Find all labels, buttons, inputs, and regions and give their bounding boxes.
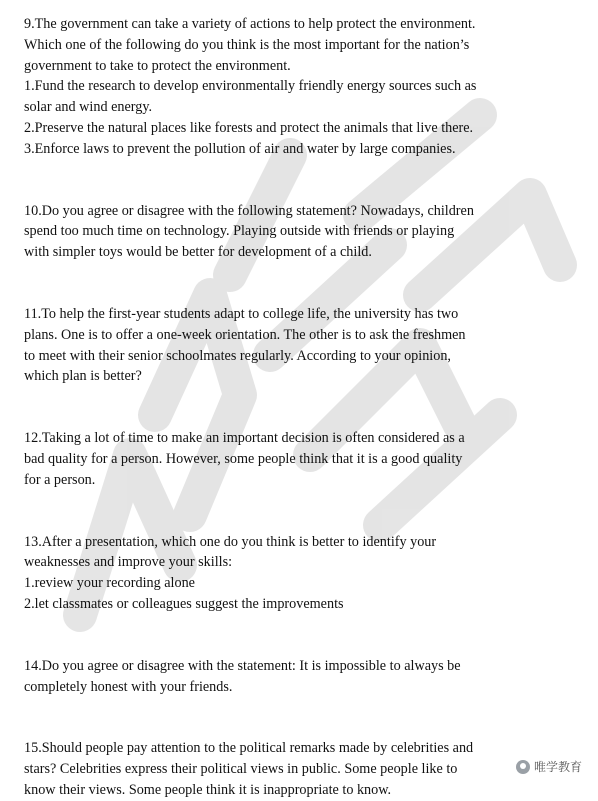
question-line: 9.The government can take a variety of actions to help protect the environment. — [24, 16, 476, 32]
question-line: solar and wind energy. — [24, 99, 153, 116]
question-line: bad quality for a person. However, some people think that it is a good quality — [24, 450, 463, 467]
question-line: 13.After a presentation, which one do you think is better to identify your — [24, 533, 437, 550]
question-line: stars? Celebrities express their political views in public. Some people like to — [24, 761, 458, 778]
paragraph-gap — [24, 491, 580, 532]
document-page — [24, 14, 580, 801]
question-line: 10.Do you agree or disagree with the following statement? Nowadays, children — [24, 202, 474, 219]
source-label: 唯学教育 — [533, 760, 582, 774]
paragraph-gap — [24, 387, 580, 428]
question-line: plans. One is to offer a one-week orientation. The other is to ask the freshmen — [24, 326, 466, 343]
question-line: weaknesses and improve your skills: — [24, 554, 233, 571]
question-line: spend too much time on technology. Playing outside with friends or playing — [24, 223, 455, 240]
question-line: with simpler toys would be better for development of a child. — [24, 244, 372, 261]
question-line: 11.To help the first-year students adapt to college life, the university has two — [24, 305, 459, 322]
paragraph-gap — [24, 697, 580, 738]
source-badge — [514, 758, 584, 775]
wechat-icon — [516, 760, 530, 774]
question-line: government to take to protect the environment. — [24, 57, 291, 74]
question-line: which plan is better? — [24, 368, 142, 385]
question-block — [24, 428, 580, 490]
paragraph-gap — [24, 160, 580, 201]
question-line: for a person. — [24, 471, 96, 488]
question-block — [24, 738, 580, 800]
question-line: to meet with their senior schoolmates regularly. According to your opinion, — [24, 347, 451, 364]
question-line: completely honest with your friends. — [24, 678, 233, 695]
question-line: 12.Taking a lot of time to make an important decision is often considered as a — [24, 430, 465, 447]
question-block — [24, 656, 580, 698]
question-line: 1.review your recording alone — [24, 575, 195, 592]
question-line: 2.Preserve the natural places like forests and protect the animals that live there. — [24, 119, 474, 136]
question-block — [24, 14, 580, 160]
paragraph-gap — [24, 263, 580, 304]
question-line: 1.Fund the research to develop environmentally friendly energy sources such as — [24, 78, 477, 95]
question-block — [24, 304, 580, 387]
paragraph-gap — [24, 615, 580, 656]
question-block — [24, 532, 580, 615]
question-line: Which one of the following do you think is the most important for the nation’s — [24, 36, 470, 53]
question-block — [24, 201, 580, 263]
question-line: 2.let classmates or colleagues suggest the improvements — [24, 595, 344, 612]
question-line: 3.Enforce laws to prevent the pollution of air and water by large companies. — [24, 140, 456, 157]
question-line: know their views. Some people think it is inappropriate to know. — [24, 781, 392, 798]
question-line: 14.Do you agree or disagree with the statement: It is impossible to always be — [24, 657, 461, 674]
question-line: 15.Should people pay attention to the political remarks made by celebrities and — [24, 740, 474, 757]
